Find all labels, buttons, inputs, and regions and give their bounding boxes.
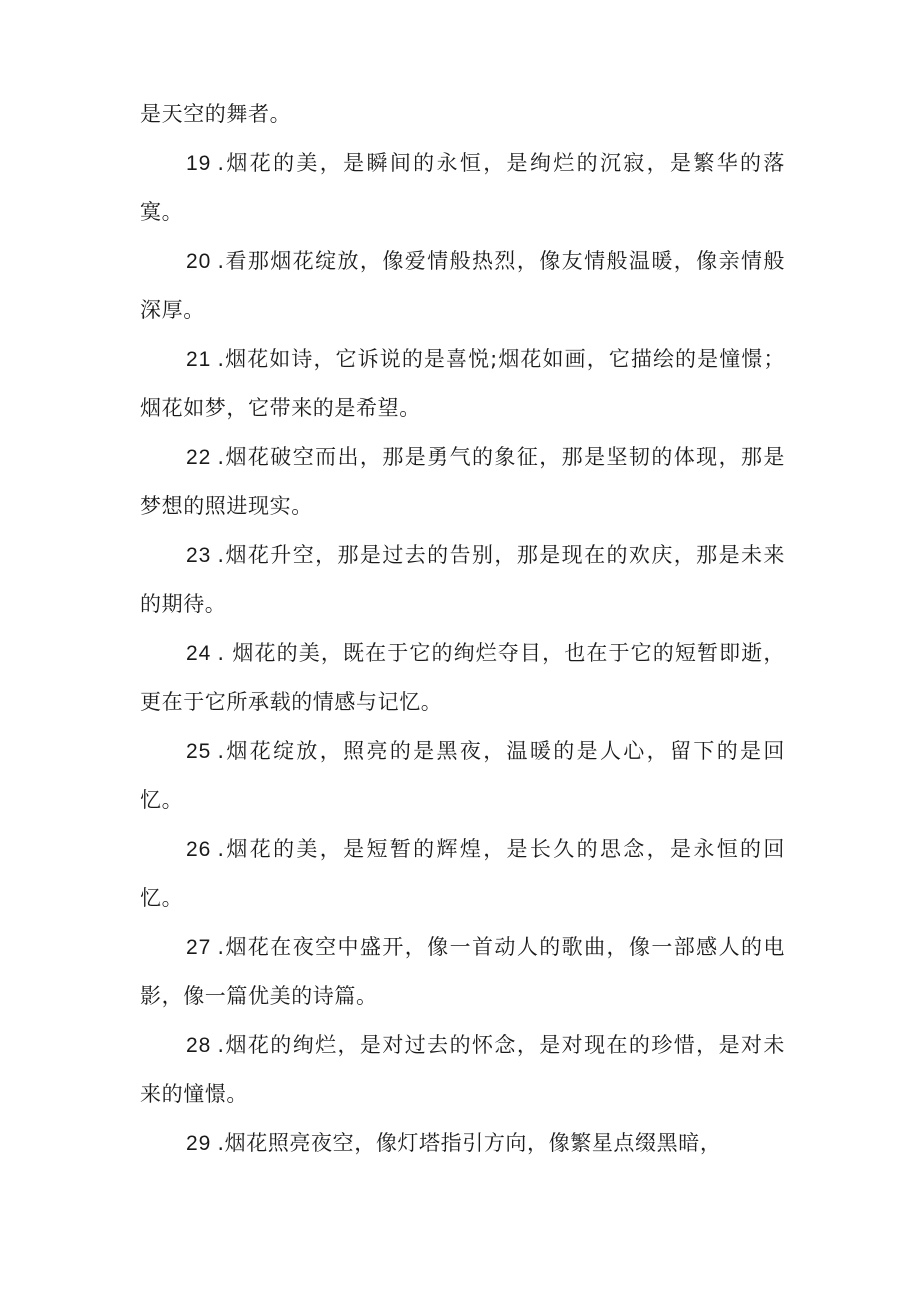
item-text: .烟花升空，那是过去的告别，那是现在的欢庆，那是未来的期待。 bbox=[140, 543, 785, 616]
list-item bbox=[140, 433, 785, 531]
list-item bbox=[140, 629, 785, 727]
list-item bbox=[140, 1119, 785, 1168]
item-number: 24 bbox=[186, 642, 212, 665]
item-number: 26 bbox=[186, 838, 212, 861]
item-text: .烟花的绚烂，是对过去的怀念，是对现在的珍惜，是对未来的憧憬。 bbox=[140, 1033, 785, 1106]
list-item bbox=[140, 237, 785, 335]
item-text: .烟花绽放，照亮的是黑夜，温暖的是人心，留下的是回忆。 bbox=[140, 739, 785, 812]
item-text: .烟花在夜空中盛开，像一首动人的歌曲，像一部感人的电影，像一篇优美的诗篇。 bbox=[140, 935, 785, 1008]
lead-paragraph: 是天空的舞者。 bbox=[140, 102, 292, 126]
item-text: .看那烟花绽放，像爱情般热烈，像友情般温暖，像亲情般深厚。 bbox=[140, 249, 785, 322]
list-item bbox=[140, 825, 785, 923]
item-text: .烟花照亮夜空，像灯塔指引方向，像繁星点缀黑暗， bbox=[217, 1131, 722, 1155]
item-number: 27 bbox=[186, 936, 212, 959]
item-text: .烟花如诗，它诉说的是喜悦;烟花如画，它描绘的是憧憬；烟花如梦，它带来的是希望。 bbox=[140, 347, 785, 420]
list-item bbox=[140, 531, 785, 629]
item-number: 25 bbox=[186, 740, 212, 763]
item-number: 19 bbox=[186, 152, 212, 175]
item-number: 20 bbox=[186, 250, 212, 273]
item-number: 21 bbox=[186, 348, 212, 371]
item-number: 23 bbox=[186, 544, 212, 567]
list-item bbox=[140, 335, 785, 433]
item-text: . 烟花的美，既在于它的绚烂夺目，也在于它的短暂即逝，更在于它所承载的情感与记忆。 bbox=[140, 641, 785, 714]
item-text: .烟花的美，是短暂的辉煌，是长久的思念，是永恒的回忆。 bbox=[140, 837, 785, 910]
item-text: .烟花破空而出，那是勇气的象征，那是坚韧的体现，那是梦想的照进现实。 bbox=[140, 445, 785, 518]
document-page bbox=[140, 90, 785, 1168]
item-number: 28 bbox=[186, 1034, 212, 1057]
item-number: 29 bbox=[186, 1132, 212, 1155]
item-number: 22 bbox=[186, 446, 212, 469]
list-item bbox=[140, 1021, 785, 1119]
list-item bbox=[140, 139, 785, 237]
item-text: .烟花的美，是瞬间的永恒，是绚烂的沉寂，是繁华的落寞。 bbox=[140, 151, 785, 224]
list-item bbox=[140, 727, 785, 825]
list-item bbox=[140, 923, 785, 1021]
